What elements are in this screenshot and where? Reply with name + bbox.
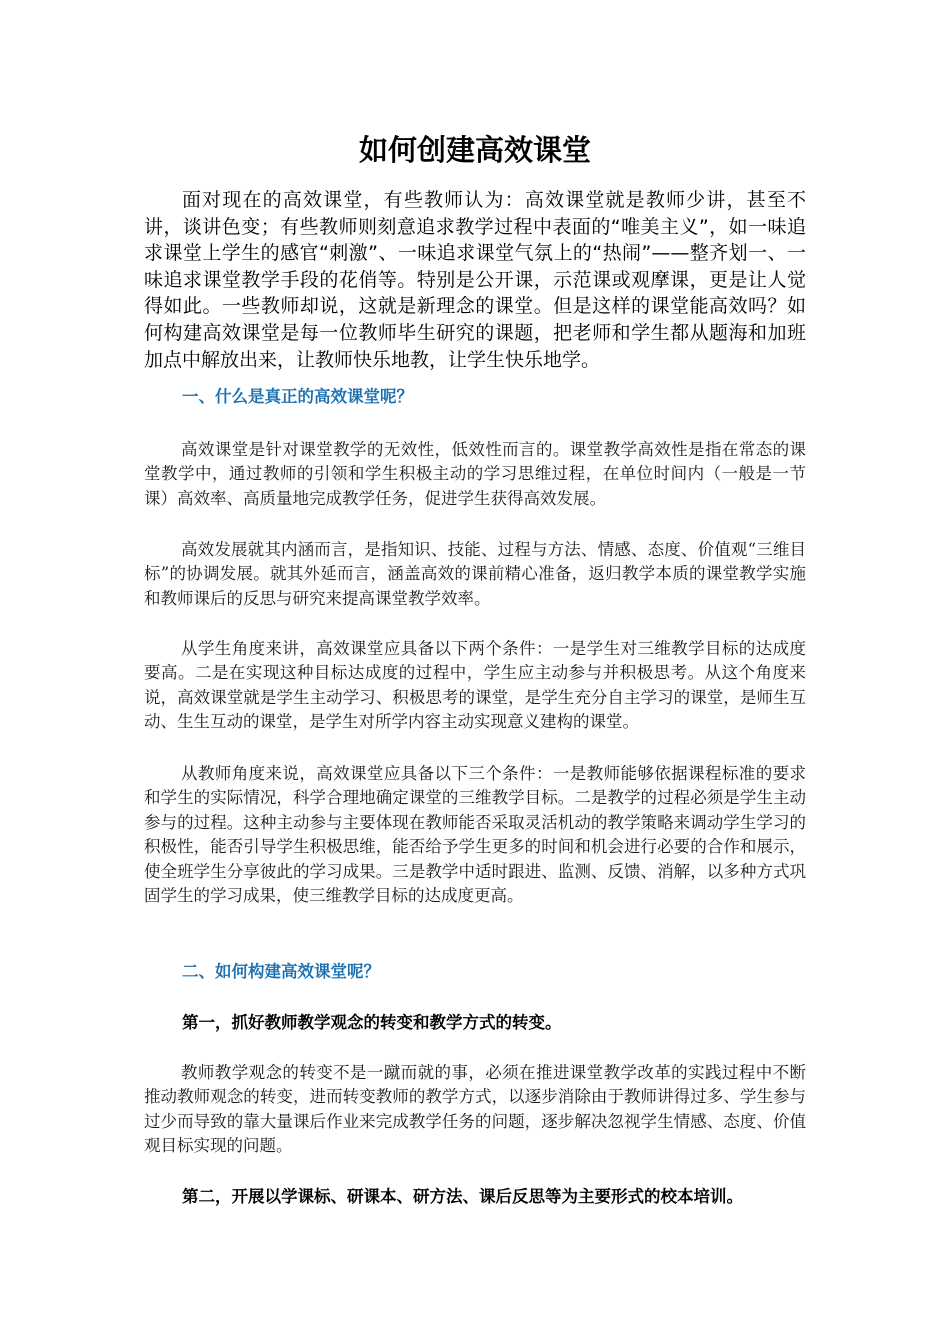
section-1-paragraph-2: 高效发展就其内涵而言，是指知识、技能、过程与方法、情感、态度、价值观“三维目标”的协调发展。就其外延而言，涵盖高效的课前精心准备，返归教学本质的课堂教学实施和教师课后的反思与研究来提高课堂教学效率。 [144, 540, 806, 608]
section-1-heading: 一、什么是真正的高效课堂呢？ [182, 387, 413, 406]
section-1-paragraph-4: 从教师角度来说，高效课堂应具备以下三个条件：一是教师能够依据课程标准的要求和学生的实际情况，科学合理地确定课堂的三维教学目标。二是教学的过程必须是学生主动参与的过程。这种主动参与主要体现在教师能否采取灵活机动的教学策略来调动学生学习的积极性，能否引导学生积极思维，能否给予学生更多的时间和机会进行必要的合作和展示，使全班学生分享彼此的学习成果。三是教学中适时跟进、监测、反馈、消解，以多种方式巩固学生的学习成果，使三维教学目标的达成度更高。 [144, 764, 806, 906]
section-2-heading: 二、如何构建高效课堂呢？ [182, 962, 380, 981]
page-title: 如何创建高效课堂 [358, 133, 591, 167]
section-1-paragraph-1: 高效课堂是针对课堂教学的无效性，低效性而言的。课堂教学高效性是指在常态的课堂教学中，通过教师的引领和学生积极主动的学习思维过程，在单位时间内（一般是一节课）高效率、高质量地完成教学任务，促进学生获得高效发展。 [144, 440, 806, 508]
section-2-point-1-title: 第一，抓好教师教学观念的转变和教学方式的转变。 [182, 1013, 562, 1032]
section-2-point-2-title: 第二，开展以学课标、研课本、研方法、课后反思等为主要形式的校本培训。 [182, 1187, 743, 1206]
section-2-point-1-text: 教师教学观念的转变不是一蹴而就的事，必须在推进课堂教学改革的实践过程中不断推动教师观念的转变，进而转变教师的教学方式，以逐步消除由于教师讲得过多、学生参与过少而导致的靠大量课后作业来完成教学任务的问题，逐步解决忽视学生情感、态度、价值观目标实现的问题。 [144, 1063, 806, 1156]
section-1-paragraph-3: 从学生角度来讲，高效课堂应具备以下两个条件：一是学生对三维教学目标的达成度要高。二是在实现这种目标达成度的过程中，学生应主动参与并积极思考。从这个角度来说，高效课堂就是学生主动学习、积极思考的课堂，是学生充分自主学习的课堂，是师生互动、生生互动的课堂，是学生对所学内容主动实现意义建构的课堂。 [144, 639, 806, 732]
intro-paragraph: 面对现在的高效课堂，有些教师认为：高效课堂就是教师少讲，甚至不讲，谈讲色变；有些教师则刻意追求教学过程中表面的“唯美主义”，如一味追求课堂上学生的感官“刺激”、一味追求课堂气氛上的“热闹”——整齐划一、一味追求课堂教学手段的花俏等。特别是公开课，示范课或观摩课，更是让人觉得如此。一些教师却说，这就是新理念的课堂。但是这样的课堂能高效吗？如何构建高效课堂是每一位教师毕生研究的课题，把老师和学生都从题海和加班加点中解放出来，让教师快乐地教，让学生快乐地学。 [144, 189, 806, 371]
